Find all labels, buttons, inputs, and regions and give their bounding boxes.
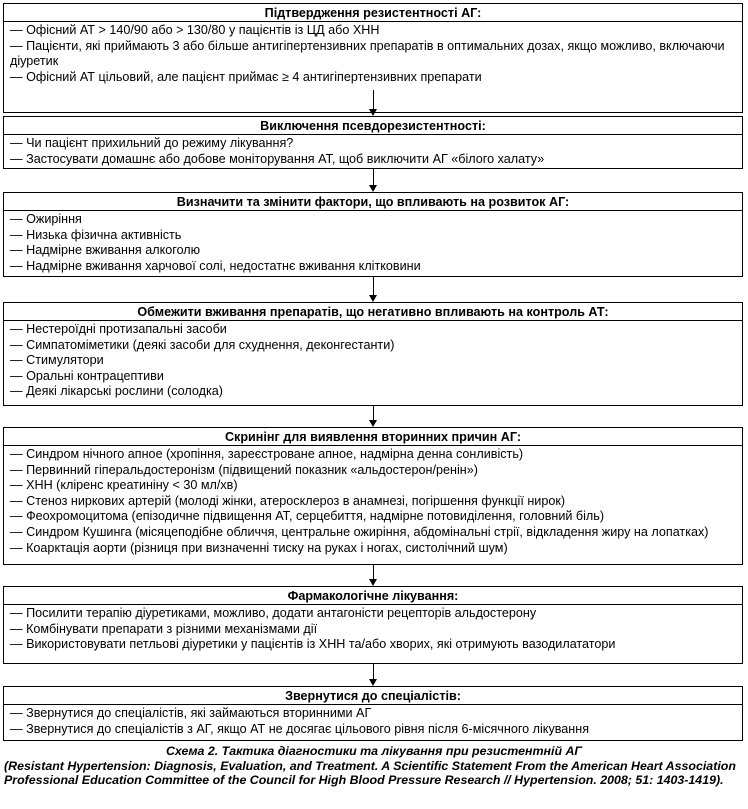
arrow-down-icon bbox=[367, 277, 381, 302]
box-title: Виключення псевдорезистентності: bbox=[3, 117, 743, 135]
list-item: — Звернутися до спеціалістів з АГ, якщо АТ не досягає цільового рівня після 6-місячного лікування bbox=[10, 721, 590, 736]
arrow-down-icon bbox=[367, 169, 381, 192]
box-limit-drugs bbox=[3, 302, 743, 406]
list-item: — Надмірне вживання алкоголю bbox=[10, 243, 201, 258]
caption-title: Схема 2. Тактика діагностики та лікування при резистентній АГ bbox=[165, 744, 583, 758]
list-item: — Стимулятори bbox=[10, 353, 104, 368]
list-item: — Комбінувати препарати з різними механізмами дії bbox=[10, 621, 318, 636]
box-lifestyle-factors bbox=[3, 192, 743, 277]
list-item: — Феохромоцитома (епізодичне підвищення АТ, серцебиття, надмірне потовиділення, головний біль) bbox=[10, 509, 605, 524]
list-item: — Ожиріння bbox=[10, 212, 82, 226]
list-item: — Надмірне вживання харчової солі, недостатнє вживання клітковини bbox=[10, 258, 421, 273]
caption-source: (Resistant Hypertension: Diagnosis, Evaluation, and Treatment. A Scientific Statement From the American Heart Association Professional Education Committee of the Council for High Blood Pressure Research // Hypertension. 2008; 51: 1403-1419). bbox=[4, 758, 736, 787]
arrow-down-icon bbox=[367, 90, 381, 116]
list-item: — Офісний АТ цільовий, але пацієнт приймає ≥ 4 антигіпертензивних препарати bbox=[10, 69, 482, 84]
list-item: — Низька фізична активність bbox=[10, 227, 182, 242]
box-title: Обмежити вживання препаратів, що негативно впливають на контроль АТ: bbox=[3, 303, 743, 321]
arrow-down-icon bbox=[367, 565, 381, 586]
box-secondary-causes bbox=[3, 427, 743, 565]
list-item: — Стеноз ниркових артерій (молоді жінки, атеросклероз в анамнезі, погіршення функції нирок) bbox=[10, 493, 566, 508]
list-item: — Оральні контрацептиви bbox=[10, 368, 164, 383]
list-item: — Посилити терапію діуретиками, можливо, додати антагоністи рецепторів альдостерону bbox=[10, 606, 537, 620]
list-item: — Первинний гіперальдостеронізм (підвищений показник «альдостерон/ренін») bbox=[10, 462, 478, 477]
box-title: Підтвердження резистентності АГ: bbox=[3, 4, 743, 22]
box-title: Звернутися до спеціалістів: bbox=[3, 687, 743, 705]
figure-caption bbox=[4, 744, 744, 788]
list-item: — Чи пацієнт прихильний до режиму лікування? bbox=[10, 136, 294, 150]
box-title: Фармакологічне лікування: bbox=[3, 587, 743, 605]
box-title: Скринінг для виявлення вторинних причин АГ: bbox=[3, 428, 743, 446]
list-item: — Синдром нічного апное (хропіння, зареєстроване апное, надмірна денна сонливість) bbox=[10, 447, 524, 461]
list-item: — Нестероїдні протизапальні засоби bbox=[10, 322, 227, 336]
list-item: — Звернутися до спеціалістів, які займаються вторинними АГ bbox=[10, 706, 372, 720]
box-refer-specialists bbox=[3, 686, 743, 741]
list-item: — Деякі лікарські рослини (солодка) bbox=[10, 384, 223, 399]
list-item: — Коарктація аорти (різниця при визначенні тиску на руках і ногах, систолічний шум) bbox=[10, 540, 508, 555]
list-item: — Симпатоміметики (деякі засоби для схуднення, деконгестанти) bbox=[10, 337, 395, 352]
list-item: — Синдром Кушинга (місяцеподібне обличчя, центральне ожиріння, абдомінальні стрії, відкладення жиру на лопатках) bbox=[10, 524, 709, 539]
arrow-down-icon bbox=[367, 664, 381, 686]
list-item: — Використовувати петльові діуретики у пацієнтів із ХНН та/або хворих, які отримують вазодилататори bbox=[10, 637, 616, 652]
box-pharmacological-treatment bbox=[3, 586, 743, 664]
list-item: — Офісний АТ > 140/90 або > 130/80 у пацієнтів із ЦД або ХНН bbox=[10, 23, 380, 37]
arrow-down-icon bbox=[367, 406, 381, 427]
list-item: — Застосувати домашнє або добове моніторування АТ, щоб виключити АГ «білого халату» bbox=[10, 151, 545, 166]
list-item: — Пацієнти, які приймають 3 або більше антигіпертензивних препаратів в оптимальних дозах, якщо можливо, включаючи діуретик bbox=[10, 38, 725, 69]
box-exclude-pseudoresistance bbox=[3, 116, 743, 169]
list-item: — ХНН (кліренс креатиніну < 30 мл/хв) bbox=[10, 478, 238, 493]
box-title: Визначити та змінити фактори, що впливають на розвиток АГ: bbox=[3, 193, 743, 211]
